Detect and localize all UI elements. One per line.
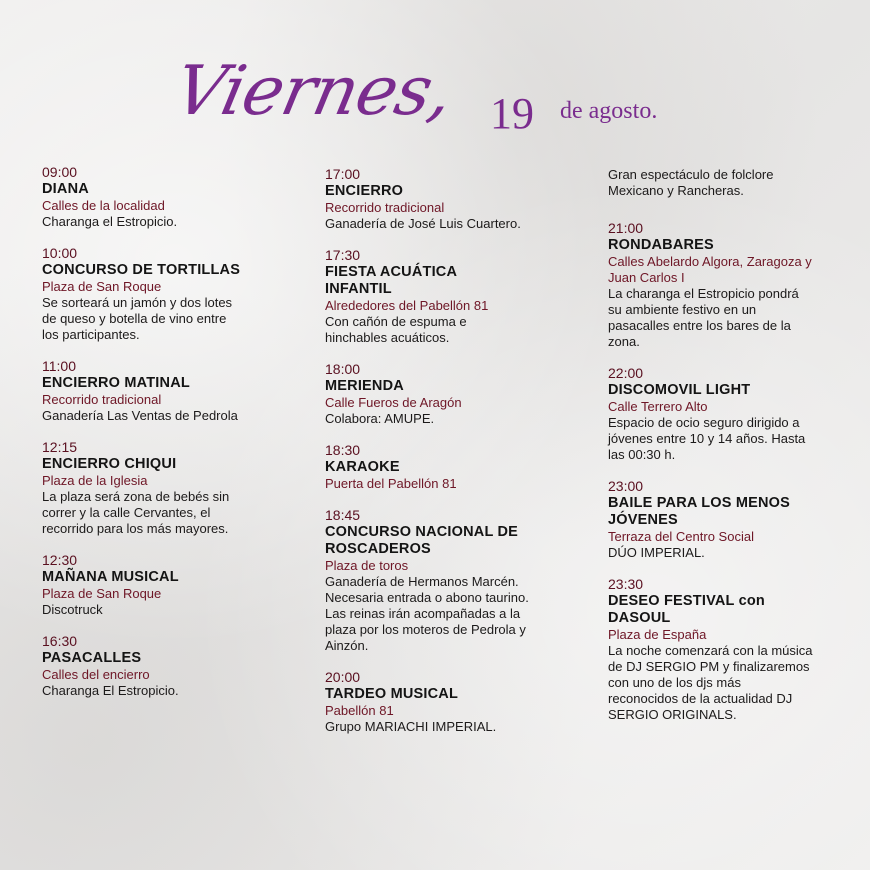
event-location: Calle Terrero Alto [608, 399, 708, 414]
event-title: DESEO FESTIVAL con DASOUL [608, 593, 765, 626]
event-time: 20:00 [325, 669, 361, 685]
event-desc: Charanga El Estropicio. [42, 683, 179, 698]
event-desc: Ganadería Las Ventas de Pedrola [42, 408, 238, 423]
schedule-event [608, 365, 870, 463]
event-time: 17:00 [325, 166, 361, 182]
event-desc: La charanga el Estropicio pondrá su ambiente festivo en un pasacalles entre los bares de la zona. [608, 286, 799, 349]
schedule-event [42, 633, 304, 699]
continued-event-description: Gran espectáculo de folclore Mexicano y Rancheras. [608, 167, 774, 198]
schedule-column-1 [42, 164, 304, 714]
date-month: de agosto. [560, 98, 658, 124]
event-location: Alrededores del Pabellón 81 [325, 298, 489, 313]
event-location: Pabellón 81 [325, 703, 394, 718]
event-desc: Grupo MARIACHI IMPERIAL. [325, 719, 497, 734]
event-time: 23:30 [608, 576, 644, 592]
schedule-event [608, 576, 870, 723]
event-location: Terraza del Centro Social [608, 529, 754, 544]
event-desc: Discotruck [42, 602, 103, 617]
event-title: RONDABARES [608, 237, 714, 253]
event-location: Recorrido tradicional [42, 392, 162, 407]
event-time: 18:30 [325, 442, 361, 458]
page-header [0, 0, 870, 150]
event-title: FIESTA ACUÁTICA INFANTIL [325, 264, 458, 297]
event-time: 18:00 [325, 361, 361, 377]
event-time: 16:30 [42, 633, 78, 649]
schedule-event [42, 358, 304, 424]
event-desc: Espacio de ocio seguro dirigido a jóvenes entre 10 y 14 años. Hasta las 00:30 h. [608, 415, 806, 462]
event-location: Calles del encierro [42, 667, 150, 682]
event-desc: Ganadería de Hermanos Marcén. Necesaria entrada o abono taurino. Las reinas irán acompañadas a la plaza por los moteros de Pedrola y Ainzón. [325, 574, 529, 653]
event-location: Recorrido tradicional [325, 200, 445, 215]
event-time: 22:00 [608, 365, 644, 381]
event-title: TARDEO MUSICAL [325, 686, 459, 702]
event-desc: Charanga el Estropicio. [42, 214, 178, 229]
schedule-event [42, 245, 304, 343]
event-time: 09:00 [42, 164, 78, 180]
event-title: CONCURSO NACIONAL DE ROSCADEROS [325, 524, 519, 557]
event-title: ENCIERRO [325, 183, 404, 199]
event-title: ENCIERRO MATINAL [42, 375, 190, 391]
event-location: Puerta del Pabellón 81 [325, 476, 457, 491]
event-title: DIANA [42, 181, 89, 197]
event-time: 11:00 [42, 358, 76, 374]
event-time: 10:00 [42, 245, 78, 261]
event-location: Plaza de España [608, 627, 707, 642]
schedule-event [325, 669, 587, 735]
event-location: Calles de la localidad [42, 198, 165, 213]
event-title: MERIENDA [325, 378, 404, 394]
schedule-event [325, 166, 587, 232]
schedule-event [325, 247, 587, 346]
event-time: 12:15 [42, 439, 78, 455]
schedule-column-2 [325, 166, 587, 750]
event-title: ENCIERRO CHIQUI [42, 456, 177, 472]
schedule-event [42, 164, 304, 230]
event-time: 18:45 [325, 507, 361, 523]
event-title: DISCOMOVIL LIGHT [608, 382, 751, 398]
schedule-event [325, 507, 587, 654]
event-desc: Con cañón de espuma e hinchables acuáticos. [325, 314, 467, 345]
schedule-event [42, 552, 304, 618]
event-desc: La plaza será zona de bebés sin correr y la calle Cervantes, el recorrido para los más mayores. [42, 489, 230, 536]
event-location: Calles Abelardo Algora, Zaragoza y Juan Carlos I [608, 254, 812, 285]
event-title: MAÑANA MUSICAL [42, 569, 179, 585]
event-location: Plaza de San Roque [42, 279, 162, 294]
event-location: Plaza de San Roque [42, 586, 162, 601]
event-time: 23:00 [608, 478, 644, 494]
event-time: 21:00 [608, 220, 644, 236]
event-desc: Ganadería de José Luis Cuartero. [325, 216, 521, 231]
event-location: Calle Fueros de Aragón [325, 395, 462, 410]
event-title: CONCURSO DE TORTILLAS [42, 262, 241, 278]
schedule-column-3 [608, 167, 870, 738]
event-desc: La noche comenzará con la música de DJ SERGIO PM y finalizaremos con uno de los djs más reconocidos de la actualidad DJ SERGIO ORIGINALS. [608, 643, 813, 722]
event-location: Plaza de toros [325, 558, 409, 573]
event-time: 17:30 [325, 247, 361, 263]
event-title: BAILE PARA LOS MENOS JÓVENES [608, 495, 791, 528]
event-desc: Colabora: AMUPE. [325, 411, 435, 426]
event-title: KARAOKE [325, 459, 400, 475]
event-title: PASACALLES [42, 650, 142, 666]
schedule-event [325, 442, 587, 492]
schedule-event [608, 478, 870, 561]
event-time: 12:30 [42, 552, 78, 568]
event-desc: DÚO IMPERIAL. [608, 545, 705, 560]
schedule-event [608, 220, 870, 350]
schedule-event [325, 361, 587, 427]
event-location: Plaza de la Iglesia [42, 473, 148, 488]
page-title-day: Viernes, [167, 52, 460, 131]
schedule-event [42, 439, 304, 537]
event-desc: Se sorteará un jamón y dos lotes de queso y botella de vino entre los participantes. [42, 295, 233, 342]
date-number: 19 [490, 89, 534, 138]
